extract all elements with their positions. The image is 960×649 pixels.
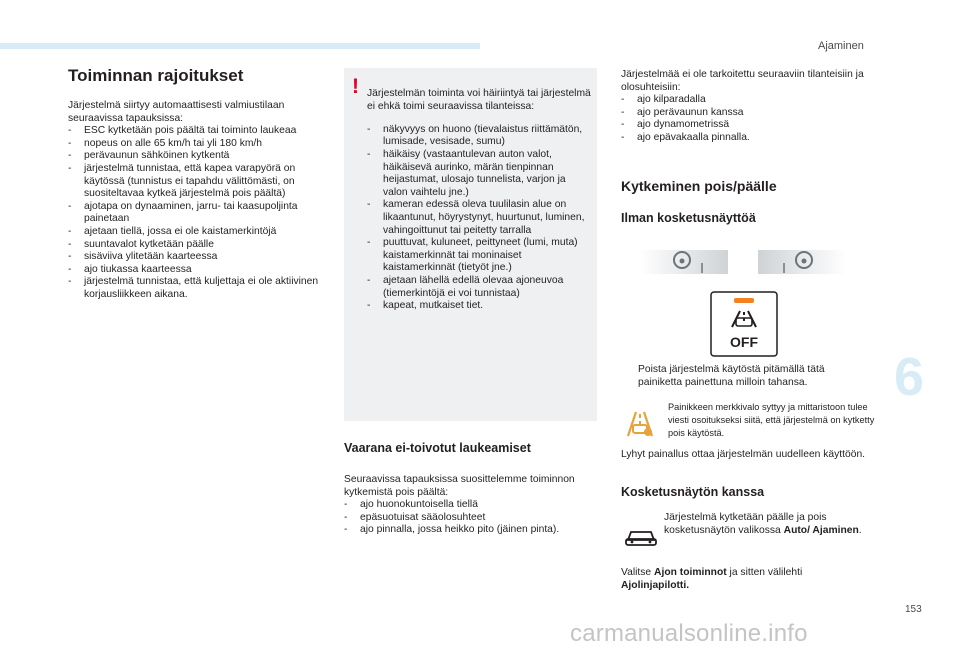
unwanted-title: Vaarana ei-toivotut laukeamiset xyxy=(344,441,531,455)
not-intended-list xyxy=(621,94,871,144)
limitations-title: Toiminnan rajoitukset xyxy=(68,66,244,85)
list-item: - ajo perävaunun kanssa xyxy=(621,107,871,120)
chapter-number: 6 xyxy=(894,347,925,407)
list-item: - häikäisy (vastaantulevan auton valot, häikäisevä aurinko, märän tienpinnan heijastumat, ulosajo tunnelista, varjon ja valon vaihtelu jne.) xyxy=(367,149,593,199)
touchscreen-menu: Auto/ Ajaminen xyxy=(783,524,859,536)
disable-step xyxy=(621,364,871,388)
list-item: - ajo tiukassa kaarteessa xyxy=(68,264,330,277)
select-prefix: Valitse xyxy=(621,567,652,578)
list-item: - suuntavalot kytketään päälle xyxy=(68,239,330,252)
list-item: - kameran edessä oleva tuulilasin alue on likaantunut, höyrystynyt, huurtunut, luminen, vahingoittunut tai peitetty tarralla xyxy=(367,199,593,237)
select-app: Ajon toiminnot xyxy=(654,567,727,578)
list-item: - sisäviiva ylitetään kaarteessa xyxy=(68,251,330,264)
list-item: - perävaunun sähköinen kytkentä xyxy=(68,150,330,163)
touchscreen-title: Kosketusnäytön kanssa xyxy=(621,485,765,499)
list-item: - kapeat, mutkaiset tiet. xyxy=(367,300,593,313)
touchscreen-text: Järjestelmä kytketään päälle ja pois kosketusnäytön valikossa xyxy=(664,512,827,536)
list-item: - järjestelmä tunnistaa, että kuljettaja ei ole aktiivinen korjausliikkeen aikana. xyxy=(68,276,330,301)
lane-keeping-off-button[interactable] xyxy=(710,291,778,357)
step-text: Poista järjestelmä käytöstä pitämällä tätä painiketta painettuna milloin tahansa. xyxy=(638,364,825,388)
not-intended-section xyxy=(621,69,871,145)
section-label: Ajaminen xyxy=(818,40,864,52)
unwanted-list xyxy=(344,499,604,537)
touchscreen-end: . xyxy=(858,524,862,536)
list-item: - ajotapa on dynaaminen, jarru- tai kaasupoljinta painetaan xyxy=(68,201,330,226)
list-item: - ajetaan tiellä, jossa ei ole kaistamerkintöjä xyxy=(68,226,330,239)
touchscreen-instructions xyxy=(664,512,874,537)
limitations-section xyxy=(68,66,330,302)
select-instructions xyxy=(621,567,871,592)
warning-box xyxy=(344,68,597,421)
list-item: - ajo kilparadalla xyxy=(621,94,871,107)
steering-wheel-illustration xyxy=(640,248,846,276)
header-accent-bar xyxy=(0,43,480,49)
warning-light-icon xyxy=(622,406,658,440)
off-label: OFF xyxy=(730,334,758,350)
list-item: - ajo dynamometrissä xyxy=(621,119,871,132)
limitations-intro: Järjestelmä siirtyy automaattisesti valmiustilaan seuraavissa tapauksissa: xyxy=(68,100,285,124)
watermark: carmanualsonline.info xyxy=(570,620,808,647)
limitations-list xyxy=(68,125,330,301)
list-item: - näkyvyys on huono (tievalaistus riittämätön, lumisade, vesisade, sumu) xyxy=(367,124,593,149)
toggle-title: Kytkeminen pois/päälle xyxy=(621,178,777,194)
list-item: - ajetaan lähellä edellä olevaa ajoneuvoa (tiemerkintöjä ei voi tunnistaa) xyxy=(367,275,593,300)
reenable-text xyxy=(621,449,871,462)
warning-icon: ! xyxy=(352,75,359,98)
not-intended-intro: Järjestelmää ei ole tarkoitettu seuraaviin tilanteisiin ja olosuhteisiin: xyxy=(621,69,864,93)
reenable-paragraph: Lyhyt painallus ottaa järjestelmän uudelleen käyttöön. xyxy=(621,449,866,460)
unwanted-intro: Seuraavissa tapauksissa suosittelemme toiminnon kytkemistä pois päältä: xyxy=(344,474,575,498)
list-item: - ajo epävakaalla pinnalla. xyxy=(621,132,871,145)
indicator-note: Painikkeen merkkivalo syttyy ja mittaristoon tulee viesti osoitukseksi siitä, että järjestelmä on kytketty pois käytöstä. xyxy=(668,402,875,438)
select-tab: Ajolinjapilotti. xyxy=(621,579,690,591)
car-icon xyxy=(624,524,658,548)
no-touchscreen-title: Ilman kosketusnäyttöä xyxy=(621,211,756,225)
unwanted-section xyxy=(344,441,604,537)
list-item: - ajo pinnalla, jossa heikko pito (jäinen pinta). xyxy=(344,524,604,537)
warning-list xyxy=(367,124,593,313)
list-item: - järjestelmä tunnistaa, että kapea varapyörä on käytössä (tunnistus ei tapahdu välittömästi, on suositeltavaa kytkeä järjestelmä pois päältä) xyxy=(68,163,330,201)
list-item: - epäsuotuisat sääolosuhteet xyxy=(344,512,604,525)
list-item: - nopeus on alle 65 km/h tai yli 180 km/h xyxy=(68,138,330,151)
list-item: - puuttuvat, kuluneet, peittyneet (lumi, muta) kaistamerkinnät tai moninaiset kaistamerkinnät (tietyöt jne.) xyxy=(367,237,593,275)
page-number: 153 xyxy=(905,604,922,615)
select-mid: ja sitten välilehti xyxy=(729,567,803,578)
list-item: - ESC kytketään pois päältä tai toiminto laukeaa xyxy=(68,125,330,138)
warning-intro: Järjestelmän toiminta voi häiriintyä tai järjestelmä ei ehkä toimi seuraavissa tilanteissa: xyxy=(367,88,591,112)
list-item: - ajo huonokuntoisella tiellä xyxy=(344,499,604,512)
